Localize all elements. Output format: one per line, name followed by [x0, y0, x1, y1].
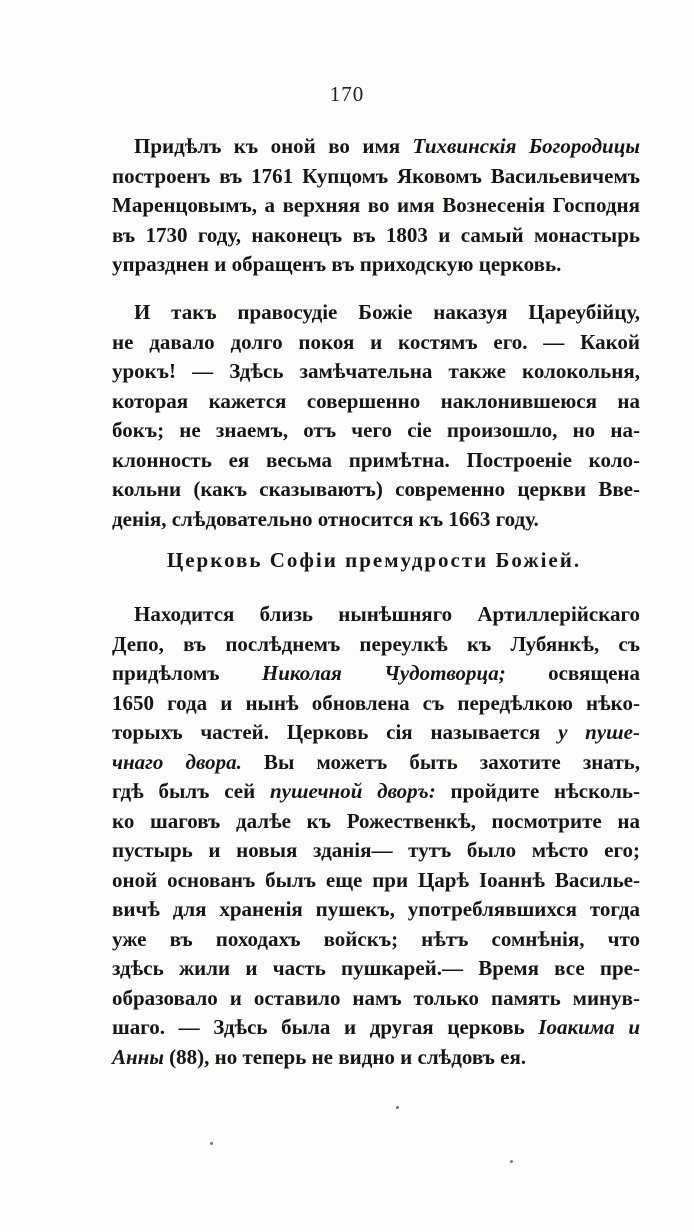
- paragraph-1: [112, 132, 640, 280]
- text-line: [112, 475, 640, 505]
- section-heading: Церковь Софіи премудрости Божіей.: [166, 548, 582, 572]
- text-segment: 1650 года и нынѣ обновлена съ передѣлкою нѣко-: [112, 690, 640, 715]
- text-line: [112, 954, 640, 984]
- text-line: [112, 250, 640, 280]
- text-segment: образовало и оставило намъ только память минув-: [112, 985, 640, 1010]
- italic-text: чнаго двора.: [112, 749, 242, 774]
- text-line: [112, 298, 640, 328]
- text-segment: кольни (какъ сказываютъ) современно церкви Вве-: [112, 477, 640, 501]
- text-segment: Находится близь нынѣшняго Артиллерійскаго: [134, 602, 640, 626]
- text-line: [112, 446, 640, 476]
- text-line: [112, 777, 640, 807]
- text-line: [112, 221, 640, 251]
- text-segment: пройдите нѣсколь-: [435, 779, 640, 803]
- text-segment: упразднен и обращенъ въ приходскую церковь.: [112, 252, 562, 276]
- text-segment: Депо, въ послѣднемъ переулкѣ къ Лубянкѣ, съ: [112, 631, 640, 656]
- text-line: [112, 387, 640, 417]
- text-line: [112, 689, 640, 719]
- text-line: [112, 600, 640, 630]
- text-segment: торыхъ частей. Церковь сія называется: [112, 720, 559, 744]
- paper-speck: [510, 1160, 513, 1163]
- text-segment: оной основанъ былъ еще при Царѣ Іоаннѣ Василье-: [112, 867, 640, 892]
- text-segment: построенъ въ 1761 Купцомъ Яковомъ Васильевичемъ: [112, 163, 640, 188]
- paper-speck: [210, 1142, 213, 1145]
- text-line: [112, 416, 640, 446]
- text-line: [112, 630, 640, 660]
- text-segment: урокъ! — Здѣсь замѣчательна также колокольня,: [112, 359, 640, 383]
- text-segment: которая кажется совершенно наклонившеюся на: [112, 388, 640, 413]
- italic-text: Тихвинскія Богородицы: [412, 134, 640, 158]
- text-segment: въ 1730 году, наконецъ въ 1803 и самый монастырь: [112, 222, 640, 247]
- text-segment: (88), но теперь не видно и слѣдовъ ея.: [163, 1044, 527, 1069]
- page-number: 170: [329, 82, 365, 106]
- paragraph-2: [112, 298, 640, 534]
- text-line: [112, 1013, 640, 1043]
- text-segment: И такъ правосудіе Божіе наказуя Цареубійцу,: [134, 300, 640, 324]
- text-segment: ко шаговъ далѣе къ Рожественкѣ, посмотрите на: [112, 808, 640, 833]
- italic-text: Николая Чудотворца;: [261, 661, 506, 685]
- text-line: [112, 191, 640, 221]
- text-segment: Придѣлъ къ оной во имя: [134, 134, 413, 158]
- text-line: [112, 505, 640, 535]
- text-segment: клонность ея весьма примѣтна. Построеніе коло-: [112, 447, 640, 472]
- italic-text: пушечной дворъ:: [269, 779, 436, 803]
- paragraph-3: [112, 600, 640, 1072]
- text-segment: шаго. — Здѣсь была и другая церковь: [112, 1015, 539, 1039]
- text-line: [112, 984, 640, 1014]
- text-line: [112, 836, 640, 866]
- text-line: [112, 718, 640, 748]
- text-segment: освящена: [505, 661, 640, 685]
- text-segment: здѣсь жили и часть пушкарей.— Время все пре-: [112, 956, 640, 980]
- text-line: [112, 807, 640, 837]
- text-line: [112, 328, 640, 358]
- text-line: [112, 748, 640, 778]
- text-segment: пустырь и новыя зданія— тутъ было мѣсто его;: [112, 838, 640, 862]
- italic-text: у пуше-: [558, 720, 640, 744]
- text-segment: Маренцовымъ, а верхняя во имя Вознесенія Господня: [112, 193, 640, 217]
- paper-speck: [396, 1106, 399, 1109]
- italic-text: Анны: [112, 1044, 164, 1069]
- italic-text: Іоакима и: [538, 1015, 641, 1039]
- text-segment: денія, слѣдовательно относится къ 1663 году.: [112, 506, 539, 531]
- text-segment: вичѣ для храненія пушекъ, употреблявшихся тогда: [112, 897, 640, 921]
- text-segment: гдѣ былъ сей: [112, 779, 270, 803]
- text-line: [112, 659, 640, 689]
- text-segment: не давало долго покоя и костямъ его. — Какой: [112, 329, 640, 354]
- text-segment: бокъ; не знаемъ, отъ чего сіе произошло, но на-: [112, 418, 640, 442]
- text-segment: уже въ походахъ войскъ; нѣтъ сомнѣнія, что: [112, 926, 640, 951]
- text-line: [112, 925, 640, 955]
- text-line: [112, 895, 640, 925]
- text-line: [112, 866, 640, 896]
- text-line: [112, 357, 640, 387]
- text-line: [112, 132, 640, 162]
- text-line: [112, 162, 640, 192]
- text-segment: Вы можетъ быть захотите знать,: [241, 749, 640, 774]
- text-line: [112, 1043, 640, 1073]
- text-segment: придѣломъ: [112, 661, 262, 685]
